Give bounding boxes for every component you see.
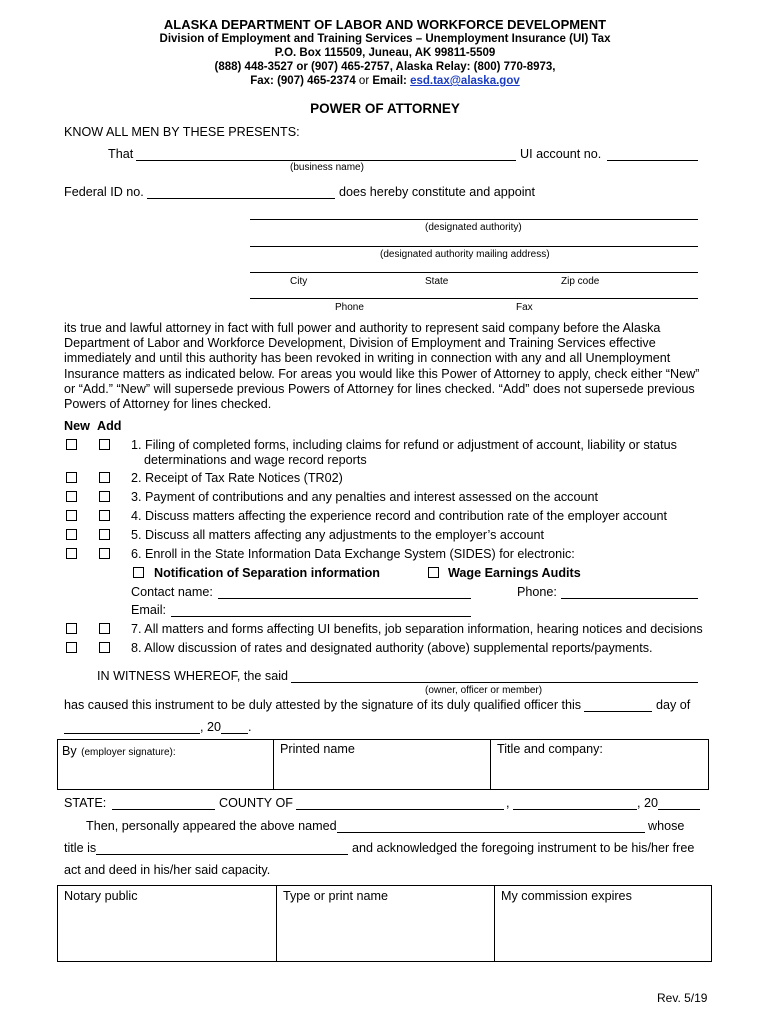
business-name-caption: (business name)	[290, 162, 364, 173]
agency-phones: (888) 448-3527 or (907) 465-2757, Alaska Relay: (800) 770-8973,	[214, 61, 556, 73]
signature-by-caption: (employer signature):	[81, 747, 176, 758]
title-company-label[interactable]: Title and company:	[497, 742, 603, 756]
notary-title-field[interactable]	[96, 854, 348, 855]
item3-text: 3. Payment of contributions and any penalties and interest assessed on the account	[131, 490, 598, 504]
email-label: Email:	[372, 75, 407, 87]
item7-text: 7. All matters and forms affecting UI benefits, job separation information, hearing notices and decisions	[131, 622, 703, 636]
appeared-name-field[interactable]	[337, 832, 645, 833]
phone-caption: Phone	[335, 302, 364, 313]
fax-number: Fax: (907) 465-2374	[250, 75, 356, 87]
whose-text: whose	[648, 819, 685, 833]
item2-text: 2. Receipt of Tax Rate Notices (TR02)	[131, 471, 343, 485]
item1-continuation: determinations and wage record reports	[144, 453, 367, 467]
know-all-text: KNOW ALL MEN BY THESE PRESENTS:	[64, 125, 300, 139]
item1-add-checkbox[interactable]	[99, 439, 110, 450]
zip-caption: Zip code	[561, 276, 600, 287]
signature-by-label: By	[62, 744, 77, 758]
fax-or: or	[358, 75, 370, 87]
owner-caption: (owner, officer or member)	[425, 685, 543, 696]
appeared-text: Then, personally appeared the above named	[86, 819, 337, 833]
county-comma: ,	[506, 796, 510, 810]
item3-add-checkbox[interactable]	[99, 491, 110, 502]
commission-expires-label[interactable]: My commission expires	[501, 889, 632, 903]
contact-name-label: Contact name:	[131, 585, 213, 599]
contact-email-field[interactable]	[171, 616, 471, 617]
item1-text: 1. Filing of completed forms, including claims for refund or adjustment of account, liability or status	[131, 438, 677, 452]
email-link[interactable]: esd.tax@alaska.gov	[410, 75, 520, 87]
city-state-zip-field[interactable]	[250, 272, 698, 273]
year-field[interactable]	[221, 733, 248, 734]
agency-name: ALASKA DEPARTMENT OF LABOR AND WORKFORCE DEVELOPMENT	[163, 17, 607, 32]
type-print-name-label[interactable]: Type or print name	[283, 889, 388, 903]
form-title: POWER OF ATTORNEY	[310, 101, 460, 116]
state-label: STATE:	[64, 796, 107, 810]
designated-authority-caption: (designated authority)	[425, 222, 522, 233]
item6-new-checkbox[interactable]	[66, 548, 77, 559]
item4-text: 4. Discuss matters affecting the experience record and contribution rate of the employer account	[131, 509, 667, 523]
fax-email-line	[0, 75, 770, 87]
day-of-text: day of	[656, 698, 691, 712]
business-name-field[interactable]	[136, 160, 516, 161]
county-label: COUNTY OF	[219, 796, 293, 810]
month-field[interactable]	[64, 733, 200, 734]
phone-fax-field[interactable]	[250, 298, 698, 299]
mailing-address-caption: (designated authority mailing address)	[380, 249, 550, 260]
notary-divider-2	[494, 885, 495, 962]
item8-new-checkbox[interactable]	[66, 642, 77, 653]
separation-info-checkbox[interactable]	[133, 567, 144, 578]
contact-name-field[interactable]	[218, 598, 471, 599]
revision-date: Rev. 5/19	[657, 991, 708, 1005]
notary-divider-1	[276, 885, 277, 962]
item6-add-checkbox[interactable]	[99, 548, 110, 559]
item5-text: 5. Discuss all matters affecting any adjustments to the employer’s account	[131, 528, 544, 542]
authority-paragraph: its true and lawful attorney in fact with full power and authority to represent said company before the Alaska Department of Labor and Workforce Development, Division of Employment and Training Services effective immediately and until this authority has been revoked in writing in connection with any and all Unemployment Insurance matters as indicated below. For areas you would like this Power of Attorney to apply, check either “New” or “Add.” “New” will supersede previous Powers of Attorney for lines checked. “Add” does not supersede previous Powers of Attorney for lines checked.	[64, 321, 700, 412]
owner-field[interactable]	[291, 682, 698, 683]
wage-audits-label: Wage Earnings Audits	[448, 566, 581, 580]
year-prefix: , 20	[200, 720, 222, 734]
ui-account-field[interactable]	[607, 160, 698, 161]
item3-new-checkbox[interactable]	[66, 491, 77, 502]
that-label: That	[108, 147, 134, 161]
item7-add-checkbox[interactable]	[99, 623, 110, 634]
federal-id-field[interactable]	[147, 198, 335, 199]
act-deed-text: act and deed in his/her said capacity.	[64, 863, 271, 877]
signature-divider-2	[490, 739, 491, 790]
division-name: Division of Employment and Training Services – Unemployment Insurance (UI) Tax	[159, 33, 611, 45]
item5-add-checkbox[interactable]	[99, 529, 110, 540]
contact-phone-label: Phone:	[517, 585, 557, 599]
agency-address: P.O. Box 115509, Juneau, AK 99811-5509	[274, 47, 496, 59]
item1-new-checkbox[interactable]	[66, 439, 77, 450]
title-is-text: title is	[64, 841, 97, 855]
item2-add-checkbox[interactable]	[99, 472, 110, 483]
item8-add-checkbox[interactable]	[99, 642, 110, 653]
witness-text: IN WITNESS WHEREOF, the said	[97, 669, 289, 683]
wage-audits-checkbox[interactable]	[428, 567, 439, 578]
item4-new-checkbox[interactable]	[66, 510, 77, 521]
state-caption: State	[425, 276, 449, 287]
item5-new-checkbox[interactable]	[66, 529, 77, 540]
notary-date-field[interactable]	[513, 809, 637, 810]
signature-by-cell[interactable]	[62, 742, 176, 760]
city-caption: City	[290, 276, 308, 287]
notary-twenty: , 20	[637, 796, 659, 810]
separation-info-label: Notification of Separation information	[154, 566, 380, 580]
printed-name-label[interactable]: Printed name	[280, 742, 355, 756]
item2-new-checkbox[interactable]	[66, 472, 77, 483]
ui-account-label: UI account no.	[520, 147, 602, 161]
notary-public-label[interactable]: Notary public	[64, 889, 138, 903]
mailing-address-field[interactable]	[250, 246, 698, 247]
new-header: New	[64, 419, 90, 433]
item4-add-checkbox[interactable]	[99, 510, 110, 521]
notary-year-field[interactable]	[658, 809, 700, 810]
day-field[interactable]	[584, 711, 652, 712]
item6-text: 6. Enroll in the State Information Data Exchange System (SIDES) for electronic:	[131, 547, 575, 561]
county-field[interactable]	[296, 809, 504, 810]
add-header: Add	[97, 419, 122, 433]
signature-divider-1	[273, 739, 274, 790]
attested-text: has caused this instrument to be duly attested by the signature of its duly qualified officer this	[64, 698, 582, 712]
item8-text: 8. Allow discussion of rates and designated authority (above) supplemental reports/payments.	[131, 641, 653, 655]
fax-caption: Fax	[516, 302, 533, 313]
year-suffix: .	[248, 720, 252, 734]
contact-phone-field[interactable]	[561, 598, 698, 599]
item7-new-checkbox[interactable]	[66, 623, 77, 634]
notary-state-field[interactable]	[112, 809, 215, 810]
designated-authority-field[interactable]	[250, 219, 698, 220]
constitute-text: does hereby constitute and appoint	[339, 185, 536, 199]
acknowledged-text: and acknowledged the foregoing instrument to be his/her free	[352, 841, 695, 855]
contact-email-label: Email:	[131, 603, 166, 617]
federal-id-label: Federal ID no.	[64, 185, 144, 199]
